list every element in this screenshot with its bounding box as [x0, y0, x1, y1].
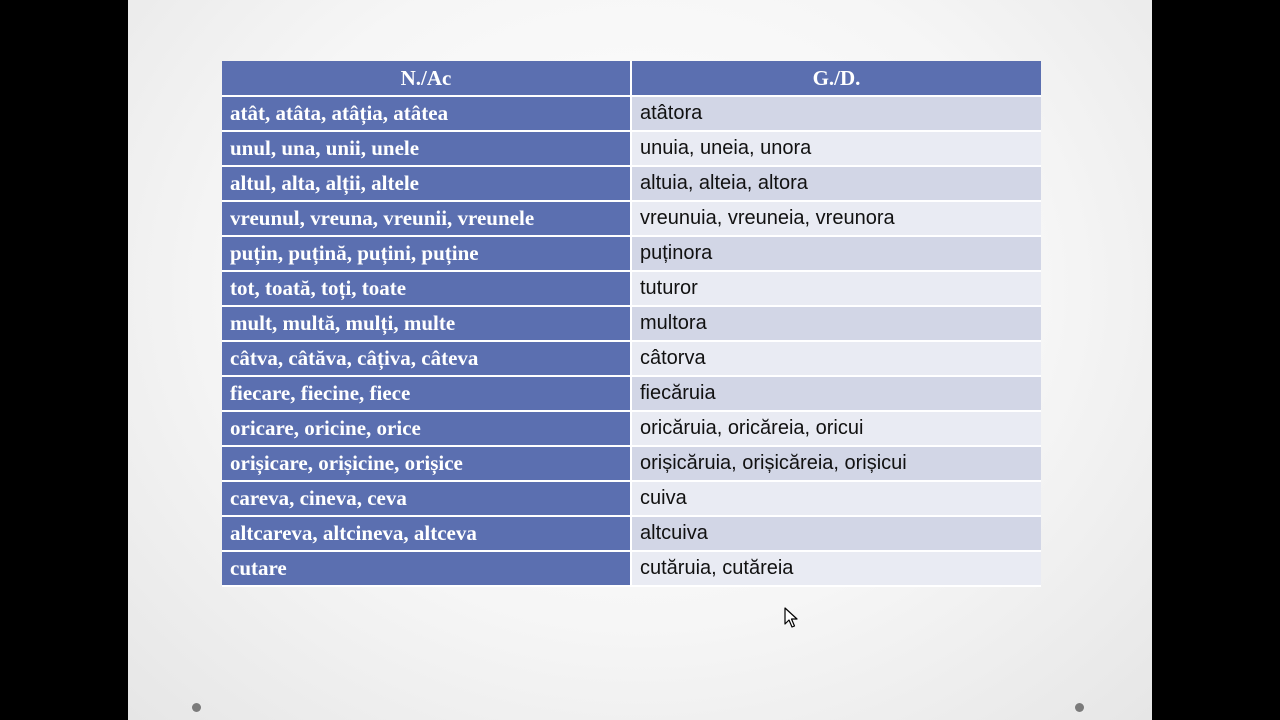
row-genitive-cell: vreunuia, vreuneia, vreunora: [631, 201, 1041, 236]
table-row: [222, 446, 1041, 481]
table-row: [222, 341, 1041, 376]
table-row: [222, 271, 1041, 306]
row-genitive-cell: fiecăruia: [631, 376, 1041, 411]
row-genitive-cell: cutăruia, cutăreia: [631, 551, 1041, 586]
row-nominative-cell: orișicare, orișicine, orișice: [222, 446, 631, 481]
row-genitive-cell: câtorva: [631, 341, 1041, 376]
row-genitive-cell: orișicăruia, orișicăreia, orișicui: [631, 446, 1041, 481]
table-row: [222, 236, 1041, 271]
row-nominative-cell: altul, alta, alții, altele: [222, 166, 631, 201]
row-nominative-cell: tot, toată, toți, toate: [222, 271, 631, 306]
row-nominative-cell: atât, atâta, atâția, atâtea: [222, 96, 631, 131]
row-nominative-cell: unul, una, unii, unele: [222, 131, 631, 166]
row-nominative-cell: oricare, oricine, orice: [222, 411, 631, 446]
row-genitive-cell: unuia, uneia, unora: [631, 131, 1041, 166]
row-nominative-cell: vreunul, vreuna, vreunii, vreunele: [222, 201, 631, 236]
row-genitive-cell: puținora: [631, 236, 1041, 271]
row-genitive-cell: altuia, alteia, altora: [631, 166, 1041, 201]
header-nominative-accusative: N./Ac: [222, 61, 631, 96]
row-nominative-cell: cutare: [222, 551, 631, 586]
row-nominative-cell: fiecare, fiecine, fiece: [222, 376, 631, 411]
table-row: [222, 551, 1041, 586]
table-row: [222, 201, 1041, 236]
pronoun-declension-table: [222, 61, 1041, 587]
row-genitive-cell: atâtora: [631, 96, 1041, 131]
row-genitive-cell: tuturor: [631, 271, 1041, 306]
table-row: [222, 516, 1041, 551]
row-nominative-cell: mult, multă, mulți, multe: [222, 306, 631, 341]
table-row: [222, 481, 1041, 516]
row-nominative-cell: câtva, câtăva, câțiva, câteva: [222, 341, 631, 376]
row-nominative-cell: careva, cineva, ceva: [222, 481, 631, 516]
row-genitive-cell: multora: [631, 306, 1041, 341]
row-genitive-cell: cuiva: [631, 481, 1041, 516]
table-row: [222, 131, 1041, 166]
row-genitive-cell: oricăruia, oricăreia, oricui: [631, 411, 1041, 446]
decorative-dot-left: [192, 703, 201, 712]
row-nominative-cell: altcareva, altcineva, altceva: [222, 516, 631, 551]
row-genitive-cell: altcuiva: [631, 516, 1041, 551]
row-nominative-cell: puțin, puțină, puțini, puține: [222, 236, 631, 271]
table-row: [222, 411, 1041, 446]
table-row: [222, 306, 1041, 341]
table-row: [222, 166, 1041, 201]
table-row: [222, 96, 1041, 131]
slide: [128, 0, 1152, 720]
decorative-dot-right: [1075, 703, 1084, 712]
table-row: [222, 376, 1041, 411]
header-genitive-dative: G./D.: [631, 61, 1041, 96]
table-header-row: [222, 61, 1041, 96]
mouse-pointer-icon: [784, 607, 798, 629]
